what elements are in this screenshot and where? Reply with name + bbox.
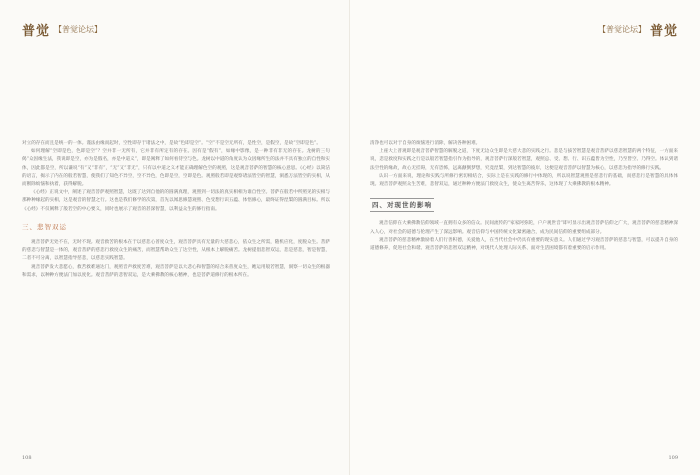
paragraph: 《心经》正说文中，阐述了观音菩萨观照智慧，这既了达到自他的的圆满真理，观照到一切法的真实相相为谁自性空。菩萨在般若中所照见的实相与那种种缘起的实相，这是观音的智慧之行。这也是我们修学的次第，首先以闻思修慧观照、色受想行识五蕴、体悟修心，最终证得涅槃的圆满目标。所以《心经》不仅阐释了般若空的中心要义，同时也展示了观音的甚深智慧，以利益众生的修行指南。 — [22, 190, 330, 212]
section-title: 【普觉论坛】 — [54, 25, 103, 34]
paragraph: 观音菩萨发大悲愿心，救苦救难通达门，观照音声救度苦难，观音菩萨是以大悲心和智慧的结合来普度众生，她运用般若智慧，洞察一切众生的根器和需求，以种种方便法门加以度化。观音菩萨的悲智双运，是大乘佛教的核心精神，也是菩萨道修行的根本所在。 — [22, 264, 330, 278]
paragraph: 认识一方面来说，理论和实践与所修行密切相结合，实际上是在实践的修行中体现的，所以说智慧观照是慈悲行的基础，而慈悲行是智慧的具体体现。观音菩萨观照众生苦难，悲智双运，通过种种方便法门救度众生，使众生离苦得乐，这体现了大乘佛教的根本精神。 — [370, 173, 678, 188]
paragraph: 观音菩萨的慈悲精神激励着人们行善积德，关爱他人，在当代社会中仍具有重要的现实意义。人们通过学习观音菩萨的慈悲与智慧，可以提升自身的道德修养，促进社会和谐。观音菩萨的悲智双运精神，对现代人处理人际关系、面对生活困境都有着重要的启示作用。 — [370, 237, 678, 252]
page-number: 108 — [22, 455, 32, 461]
right-body-column — [370, 140, 678, 253]
left-header — [22, 20, 102, 39]
journal-logo: 普觉 — [22, 24, 51, 39]
paragraph: 如何理解“空即是色，色即是空”？空并非一无所有，它并非有所定有的存在。因有是“假有”，如缘中影像，是一种非有非无的存在。龙树的三句偈“众因缘生法，我说即是空，亦为是假名，亦是中道义”，即是阐释了如何看待空与色。龙树以中道的角度认为众因缘所生的法并不具有独立的自性和实体，因此都是空，所以谦说“有”又“非有”，“无”又“非无”，只有以中道之义才能正确理解色空的观照，这是观音菩萨的智慧的核心意思。《心经》以简洁的语言，揭示了内在的般若智慧，使我们了知色不异空，空不异色，色即是空，空即是色。观照般若即是观察诸法皆空的智慧，洞悉万法皆空的实相，从而断除烦恼和执着，获得解脱。 — [22, 149, 330, 188]
journal-logo: 普觉 — [649, 24, 678, 39]
paragraph: 观音菩萨无处不在，无时不现。观音救苦的根本在于以慈悲心普度众生，观音菩萨具有无量的大慈悲心，依众生之所需，随机应化，度脱众生。菩萨的慈悲与智慧是一体的，观音菩萨的慈悲行救度众生的痛苦，而智慧帮助众生了达空性，从根本上解脱痛苦。龙树提倡悲智双运，悲是慈悲，智是智慧，二者不可分离，以智慧指导慈悲，以慈悲实践智慧。 — [22, 240, 330, 262]
section-heading: 三、悲智双运 — [22, 222, 67, 231]
right-header — [598, 20, 678, 39]
page-number: 109 — [668, 455, 678, 461]
section-title: 【普觉论坛】 — [597, 25, 646, 34]
section-heading: 四、对现世的影响 — [370, 198, 434, 212]
paragraph: 清净也可以对于自身的烦恼进行消除，解决各种困难。 — [370, 141, 481, 146]
left-body-column — [22, 140, 330, 280]
right-page — [350, 0, 700, 475]
paragraph: 上座大上普观即是观音菩萨智慧的解脱之道，下度无边众生即是大慈大悲的实践之行。悲是与拔苦智慧是观音菩萨以慈悲智慧的两个特征，一方面来说，悲是救度和实践之行是以般若智慧指引作为指导的，观音菩萨行深般若智慧，观照总、受、想、行、识五蕴皆为空性，乃至皆空、乃得空。体认到诸法空性的缘故，故心无挂碍，无有恐怖，远离颠倒梦想，究竟涅槃，到达智慧的彼岸，这便是观音菩萨以智慧为核心，以慈悲为指导的修行实践。 — [370, 149, 678, 171]
paragraph: 观音信仰在大乘佛教信仰领域一直拥有众多的信众。民间流传的“家家阿弥陀，户户观世音”即可显示出观音菩萨信仰之广大，观音菩萨的慈悲精神深入人心，对社会的道德与伦理产生了深远影响。观音信仰与中国传统文化紧密融合，成为民间信仰的重要组成部分。 — [370, 221, 678, 235]
paragraph: 对立的存在而且是统一的一体。谨法由缘而起时，空性即存于诸法之中，是故“色即是空”。“空”不是空无所有，是性空，是假空，是故“空即是色”。 — [22, 141, 321, 146]
